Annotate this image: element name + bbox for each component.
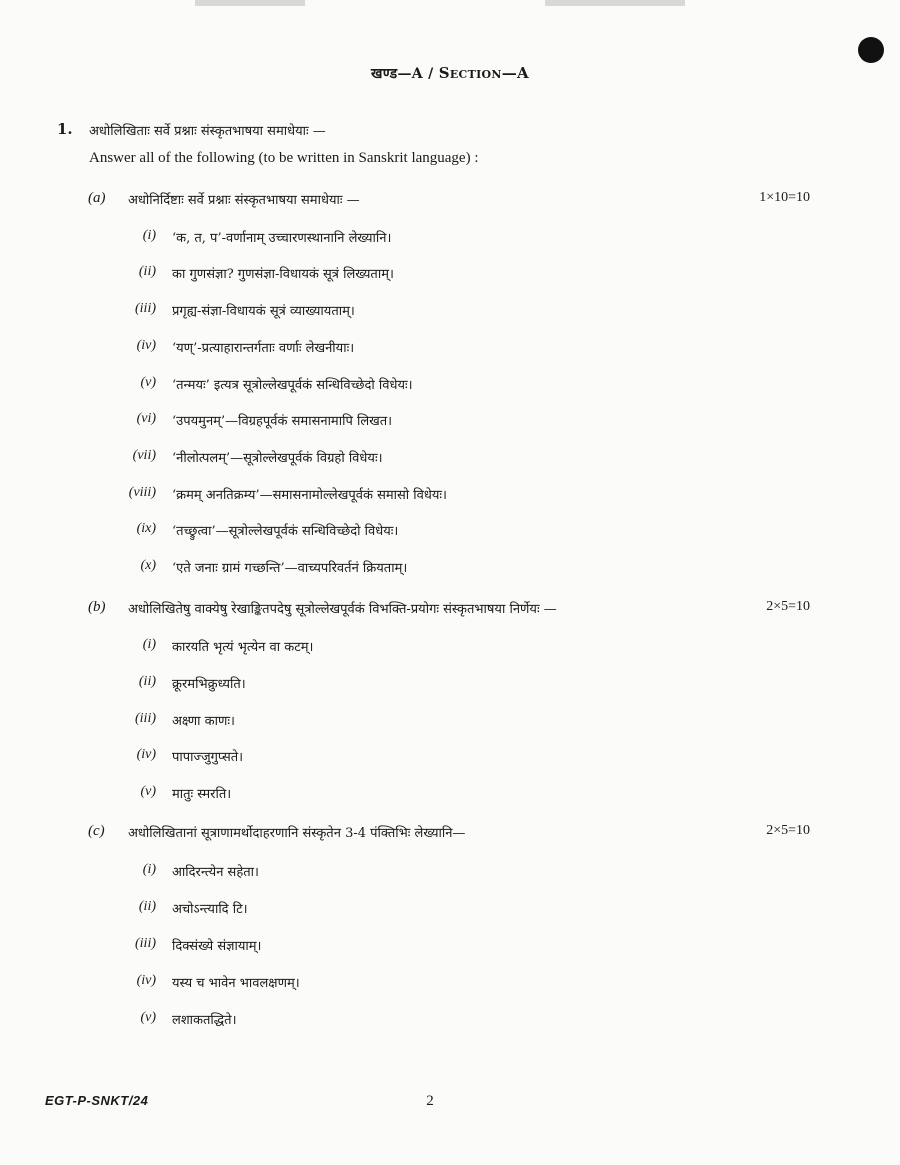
item-roman: (iii) (135, 301, 156, 316)
list-item: ‘यण्’-प्रत्याहारान्तर्गताः वर्णाः लेखनीयाः। (172, 341, 355, 356)
list-item: ‘तन्मयः’ इत्यत्र सूत्रोल्लेखपूर्वकं सन्धिविच्छेदो विधेयः। (172, 378, 413, 393)
list-item: यस्य च भावेन भावलक्षणम्। (172, 976, 300, 991)
scan-artifact (545, 0, 685, 6)
question-number: 1. (57, 120, 73, 138)
section-hindi: खण्ड—A / (370, 66, 434, 82)
list-item: ‘नीलोत्पलम्’—सूत्रोल्लेखपूर्वकं विग्रहो विधेयः। (172, 451, 383, 466)
item-roman: (v) (140, 1010, 156, 1025)
item-roman: (v) (140, 375, 156, 390)
question-instruction-sanskrit: अधोलिखिताः सर्वे प्रश्नाः संस्कृतभाषया समाधेयाः — (89, 124, 326, 139)
part-b-text: अधोलिखितेषु वाक्येषु रेखाङ्कितपदेषु सूत्रोल्लेखपूर्वकं विभक्ति-प्रयोगः संस्कृतभाषया निर्णेयः — (128, 602, 557, 617)
list-item: कारयति भृत्यं भृत्येन वा कटम्। (172, 640, 314, 655)
part-a-label: (a) (88, 190, 106, 206)
list-item: ‘तच्छ्रुत्वा’—सूत्रोल्लेखपूर्वकं सन्धिविच्छेदो विधेयः। (172, 524, 399, 539)
item-roman: (viii) (128, 485, 156, 500)
list-item: प्रगृह्य-संज्ञा-विधायकं सूत्रं व्याख्यायताम्। (172, 304, 355, 319)
list-item: लशाकतद्धिते। (172, 1013, 237, 1028)
item-roman: (ii) (138, 674, 156, 689)
page-number: 2 (426, 1093, 434, 1109)
list-item: ‘एते जनाः ग्रामं गच्छन्ति’—वाच्यपरिवर्तनं क्रियताम्। (172, 561, 408, 576)
list-item: का गुणसंज्ञा? गुणसंज्ञा-विधायकं सूत्रं लिख्यताम्। (172, 267, 394, 282)
paper-code: EGT-P-SNKT/24 (45, 1093, 149, 1108)
item-roman: (ii) (138, 899, 156, 914)
part-b-label: (b) (88, 599, 106, 615)
list-item: ‘क, त, प’-वर्णानाम् उच्चारणस्थानानि लेख्यानि। (172, 231, 392, 246)
list-item: पापाज्जुगुप्सते। (172, 750, 244, 765)
part-c-text: अधोलिखितानां सूत्राणामर्थोदाहरणानि संस्कृतेन 3-4 पंक्तिभिः लेख्यानि— (128, 826, 466, 841)
part-c-marks: 2×5=10 (766, 823, 810, 838)
part-c-label: (c) (88, 823, 105, 839)
list-item: आदिरन्त्येन सहेता। (172, 865, 259, 880)
list-item: ‘क्रमम् अनतिक्रम्य’—समासनामोल्लेखपूर्वकं समासो विधेयः। (172, 488, 447, 503)
item-roman: (i) (142, 862, 156, 877)
list-item: ‘उपयमुनम्’—विग्रहपूर्वकं समासनामापि लिखत। (172, 414, 393, 429)
item-roman: (iv) (136, 747, 156, 762)
list-item: क्रूरमभिक्रुध्यति। (172, 677, 246, 692)
part-a-text: अधोनिर्दिष्टाः सर्वे प्रश्नाः संस्कृतभाषया समाधेयाः — (128, 193, 360, 208)
question-instruction-english: Answer all of the following (to be written in Sanskrit language) : (89, 150, 479, 166)
part-a-marks: 1×10=10 (759, 190, 810, 205)
item-roman: (ix) (136, 521, 156, 536)
section-english: Section—A (438, 64, 529, 82)
scan-artifact (195, 0, 305, 6)
item-roman: (ii) (138, 264, 156, 279)
item-roman: (vii) (132, 448, 156, 463)
punch-hole (858, 37, 884, 63)
item-roman: (x) (140, 558, 156, 573)
item-roman: (iv) (136, 338, 156, 353)
item-roman: (iii) (135, 711, 156, 726)
item-roman: (i) (142, 228, 156, 243)
list-item: अचोऽन्त्यादि टि। (172, 902, 248, 917)
item-roman: (iv) (136, 973, 156, 988)
item-roman: (i) (142, 637, 156, 652)
item-roman: (vi) (136, 411, 156, 426)
list-item: अक्ष्णा काणः। (172, 714, 235, 729)
item-roman: (iii) (135, 936, 156, 951)
list-item: दिक्संख्ये संज्ञायाम्। (172, 939, 262, 954)
list-item: मातुः स्मरति। (172, 787, 232, 802)
part-b-marks: 2×5=10 (766, 599, 810, 614)
section-heading (0, 64, 900, 83)
item-roman: (v) (140, 784, 156, 799)
